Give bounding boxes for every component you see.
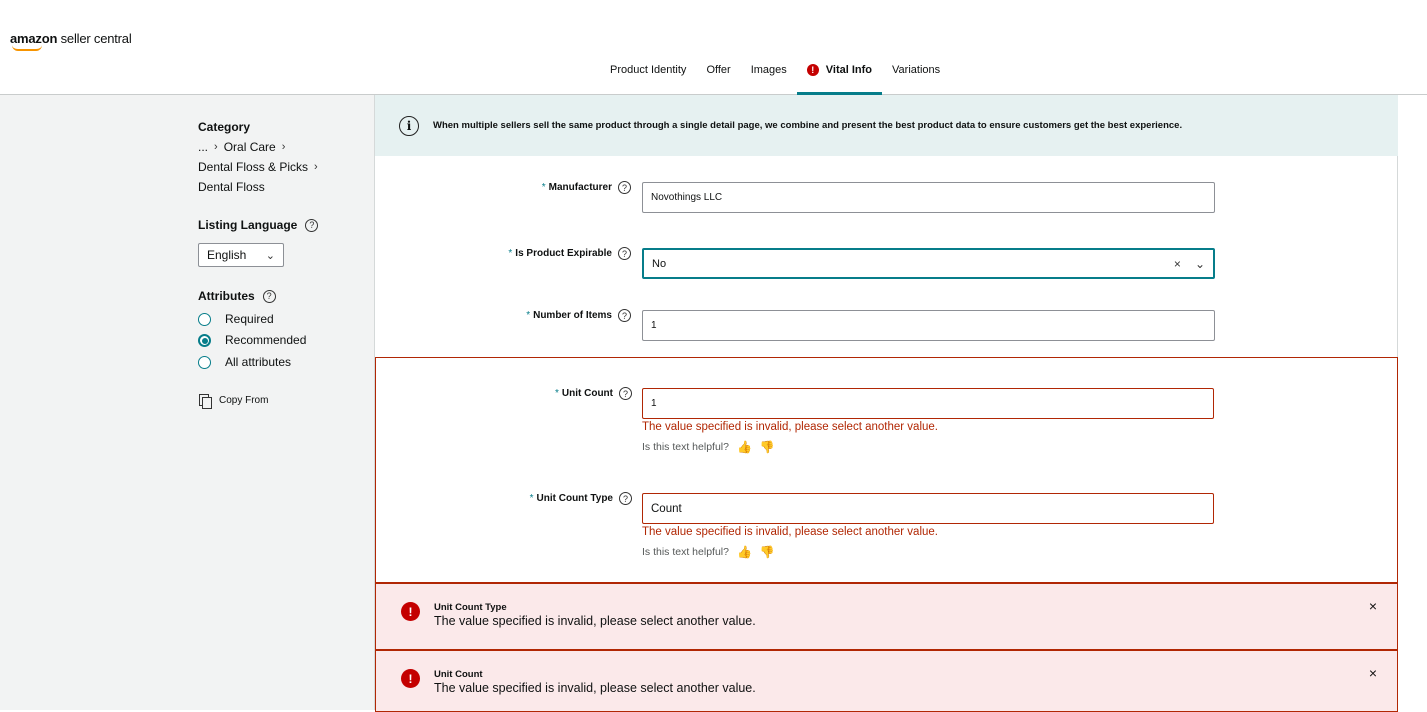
tab-variations[interactable] (882, 58, 950, 95)
thumbs-down-icon[interactable]: 👎 (759, 440, 775, 454)
radio-recommended[interactable] (198, 333, 306, 347)
copy-icon (199, 394, 211, 407)
tab-label: Vital Info (825, 64, 873, 76)
tab-label: Offer (706, 64, 731, 76)
unit-count-type-feedback (642, 545, 775, 559)
main-form (374, 95, 1398, 710)
copy-from-label: Copy From (219, 395, 269, 406)
error-alert-icon: ! (807, 64, 819, 76)
unit-count-type-label (530, 492, 632, 505)
tab-images[interactable] (741, 58, 797, 95)
chevron-down-icon: ⌄ (265, 249, 275, 262)
listing-language-title (198, 218, 318, 232)
unit-count-feedback (642, 440, 775, 454)
manufacturer-label-text: Manufacturer (548, 182, 612, 193)
unit-count-type-label-text: Unit Count Type (536, 493, 613, 504)
thumbs-down-icon[interactable]: 👎 (759, 545, 775, 559)
radio-label: Required (225, 312, 274, 326)
radio-required[interactable] (198, 312, 274, 326)
copy-from-button[interactable] (199, 394, 268, 407)
expirable-label (508, 247, 631, 260)
tab-offer[interactable] (696, 58, 740, 95)
help-icon[interactable]: ? (619, 387, 632, 400)
tab-label: Variations (892, 64, 941, 76)
alert-message: The value specified is invalid, please select another value. (434, 614, 756, 628)
alert-title: Unit Count Type (434, 602, 507, 613)
category-title (198, 120, 250, 134)
close-icon[interactable]: × (1368, 665, 1377, 681)
number-of-items-input[interactable] (642, 310, 1215, 341)
breadcrumb-row-1 (198, 140, 285, 154)
tab-product-identity[interactable] (600, 58, 696, 95)
manufacturer-input[interactable] (642, 182, 1215, 213)
tab-label: Images (750, 64, 787, 76)
close-icon[interactable]: × (1368, 598, 1377, 614)
expirable-label-text: Is Product Expirable (515, 248, 612, 259)
unit-count-label (555, 387, 632, 400)
unit-count-type-value: Count (651, 502, 682, 515)
alert-title: Unit Count (434, 669, 483, 680)
unit-count-label-text: Unit Count (561, 388, 613, 399)
alert-unit-count (375, 650, 1398, 712)
required-marker: * (541, 182, 546, 193)
manufacturer-label (542, 181, 631, 194)
clear-icon[interactable]: × (1173, 256, 1181, 271)
required-marker: * (508, 248, 513, 259)
category-title-text: Category (198, 120, 251, 134)
breadcrumb-row-2 (198, 160, 318, 174)
listing-language-text: Listing Language (198, 218, 298, 232)
tab-bar (600, 58, 950, 95)
breadcrumb-dental-floss: Dental Floss (198, 180, 265, 194)
unit-count-value: 1 (651, 398, 657, 409)
breadcrumb-ellipsis[interactable]: ... (198, 140, 209, 154)
expirable-value: No (652, 257, 667, 270)
logo-rest-text: seller central (60, 31, 132, 46)
help-icon[interactable]: ? (263, 290, 276, 303)
sidebar (0, 95, 374, 710)
error-icon: ! (401, 669, 420, 688)
thumbs-up-icon[interactable]: 👍 (736, 440, 752, 454)
alert-unit-count-type (375, 583, 1398, 650)
manufacturer-value: Novothings LLC (651, 192, 723, 203)
unit-count-type-error-text: The value specified is invalid, please select another value. (642, 526, 938, 538)
radio-button[interactable] (198, 313, 211, 326)
radio-label: All attributes (225, 355, 292, 369)
error-icon: ! (401, 602, 420, 621)
helpful-prompt: Is this text helpful? (642, 546, 729, 558)
seller-central-logo[interactable] (10, 31, 132, 46)
chevron-right-icon: › (214, 141, 218, 153)
number-of-items-label-text: Number of Items (533, 310, 612, 321)
radio-all-attributes[interactable] (198, 355, 291, 369)
language-selected-value: English (207, 248, 247, 262)
amazon-smile-icon (12, 45, 42, 51)
tab-label: Product Identity (610, 64, 687, 76)
help-icon[interactable]: ? (619, 492, 632, 505)
help-icon[interactable]: ? (305, 219, 318, 232)
helpful-prompt: Is this text helpful? (642, 441, 729, 453)
info-banner (375, 95, 1398, 156)
required-marker: * (529, 493, 534, 504)
chevron-right-icon: › (314, 161, 318, 173)
tab-vital-info[interactable] (797, 58, 882, 95)
radio-button[interactable] (198, 356, 211, 369)
required-marker: * (555, 388, 559, 399)
unit-count-error-text: The value specified is invalid, please select another value. (642, 421, 938, 433)
top-header (0, 0, 1427, 95)
help-icon[interactable]: ? (618, 247, 631, 260)
required-marker: * (526, 310, 531, 321)
logo-amazon-text: amazon (10, 31, 58, 46)
radio-button-checked[interactable] (198, 334, 211, 347)
radio-label: Recommended (225, 333, 307, 347)
expirable-select[interactable] (642, 248, 1215, 279)
alert-message: The value specified is invalid, please select another value. (434, 681, 756, 695)
info-icon: i (399, 116, 419, 136)
breadcrumb-dental-floss-picks[interactable]: Dental Floss & Picks (198, 160, 309, 174)
chevron-down-icon[interactable]: ⌄ (1194, 256, 1205, 271)
language-select[interactable] (198, 243, 284, 267)
unit-count-input[interactable] (642, 388, 1214, 419)
breadcrumb-oral-care[interactable]: Oral Care (223, 140, 276, 154)
chevron-right-icon: › (281, 141, 286, 153)
number-of-items-label (526, 309, 631, 322)
breadcrumb-row-3 (198, 180, 265, 194)
number-of-items-value: 1 (651, 320, 657, 331)
attributes-title-text: Attributes (198, 289, 255, 303)
thumbs-up-icon[interactable]: 👍 (736, 545, 752, 559)
help-icon[interactable]: ? (618, 181, 631, 194)
unit-count-type-input[interactable] (642, 493, 1214, 524)
attributes-title (198, 289, 276, 303)
help-icon[interactable]: ? (618, 309, 631, 322)
info-banner-text: When multiple sellers sell the same product through a single detail page, we combine and present the best product data to ensure customers get the best experience. (433, 120, 1183, 131)
error-field-group (375, 357, 1398, 583)
